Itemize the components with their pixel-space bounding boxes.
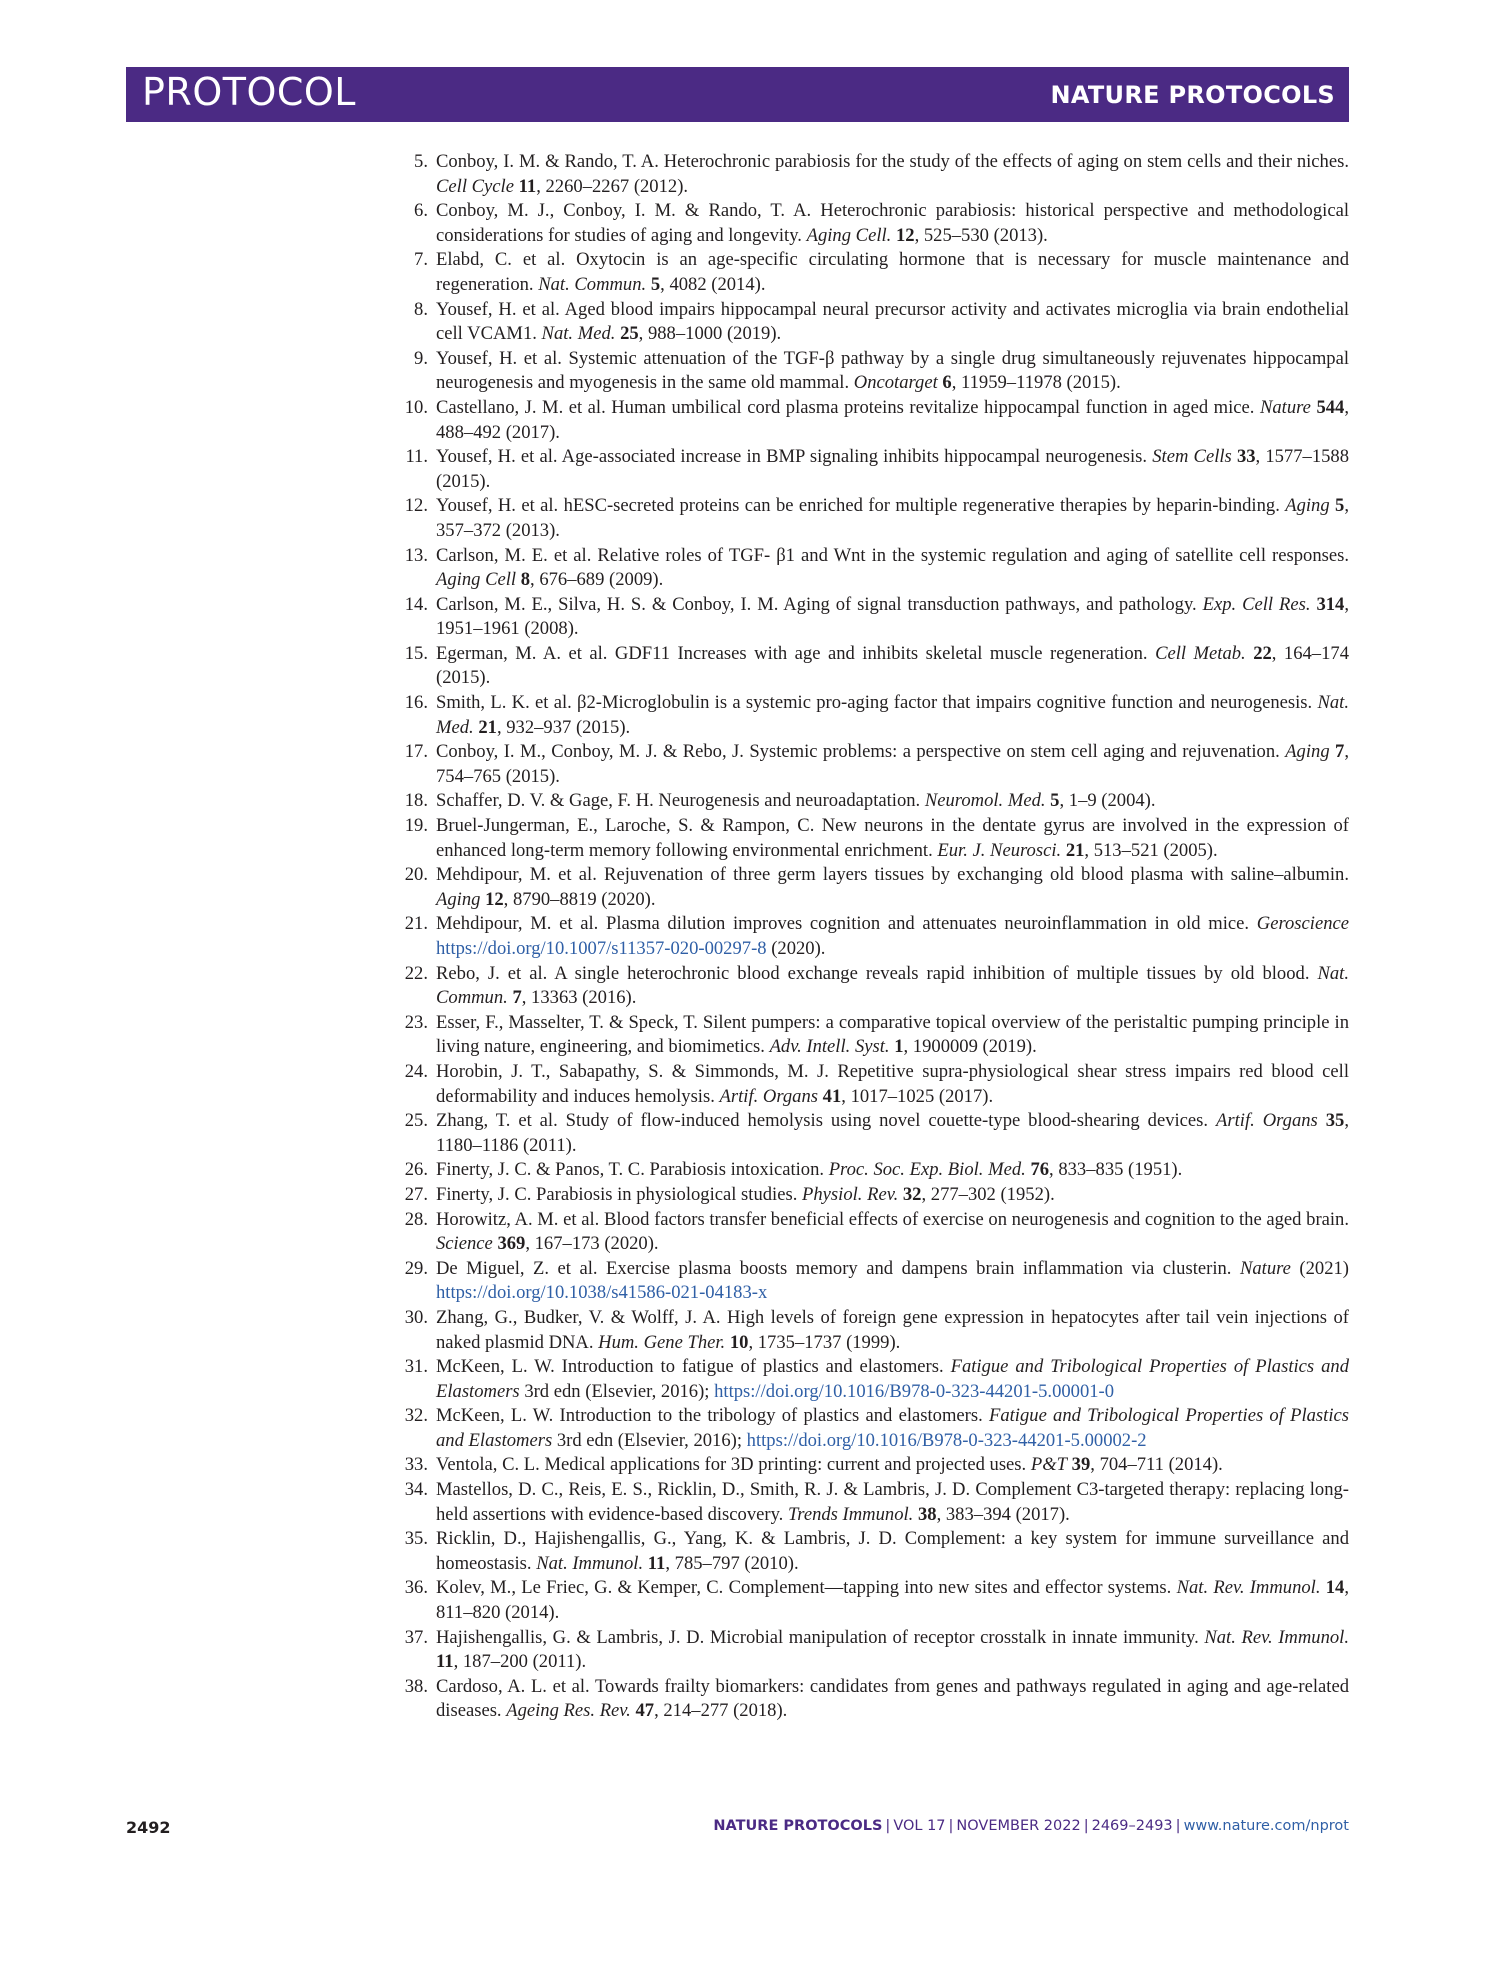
reference-text <box>436 1479 1349 1525</box>
reference-segment: , 1–9 (2004). <box>1059 790 1156 812</box>
reference-number: 31. <box>404 1356 428 1378</box>
reference-segment: Esser, F., Masselter, T. & Speck, T. Silent pumpers: a comparative topical overview of the peristaltic pumping principle in living nature, engineering, and biomimetics. <box>436 1011 1349 1058</box>
reference-journal: Nat. Rev. Immunol. <box>1176 1577 1321 1599</box>
reference-journal: Nat. Commun. <box>436 962 1349 1009</box>
reference-volume: 38 <box>917 1503 937 1525</box>
reference-number: 37. <box>404 1626 428 1648</box>
reference-journal: Aging <box>436 888 481 910</box>
reference-number: 36. <box>404 1577 428 1599</box>
reference-item <box>400 1306 1349 1355</box>
reference-number: 11. <box>405 446 428 468</box>
reference-item <box>400 1060 1349 1109</box>
reference-volume: 8 <box>520 569 531 591</box>
reference-text <box>436 1159 1182 1180</box>
reference-text <box>436 1676 1349 1722</box>
reference-segment: Yousef, H. et al. hESC-secreted proteins can be enriched for multiple regenerative therapies by heparin-binding. <box>436 495 1286 517</box>
reference-volume: 5 <box>1050 790 1060 812</box>
reference-number: 16. <box>404 692 428 714</box>
reference-text <box>436 1209 1349 1255</box>
reference-journal: Nat. Immunol. <box>536 1552 644 1574</box>
reference-journal: Aging <box>1285 741 1330 763</box>
reference-volume: 21 <box>1065 839 1085 861</box>
reference-journal: Artif. Organs <box>1216 1110 1318 1132</box>
reference-journal: Adv. Intell. Syst. <box>769 1036 890 1058</box>
reference-segment: Mehdipour, M. et al. Rejuvenation of three germ layers tissues by exchanging old blood plasma with saline–albumin. <box>436 864 1349 886</box>
reference-number: 20. <box>404 864 428 886</box>
reference-text <box>436 1577 1349 1623</box>
reference-journal: Science <box>436 1233 493 1255</box>
reference-segment: Mastellos, D. C., Reis, E. S., Ricklin, D., Smith, R. J. & Lambris, J. D. Complement C3-targeted therapy: replacing long-held assertions with evidence-based discovery. <box>436 1479 1349 1525</box>
footer-journal: NATURE PROTOCOLS <box>713 1818 883 1834</box>
reference-doi-link[interactable]: https://doi.org/10.1016/B978-0-323-44201-5.00002-2 <box>746 1429 1147 1451</box>
reference-item <box>400 494 1349 543</box>
reference-segment: , 2260–2267 (2012). <box>536 175 689 197</box>
reference-segment: McKeen, L. W. Introduction to fatigue of plastics and elastomers. <box>436 1356 951 1378</box>
reference-segment: , 1951–1961 (2008). <box>436 593 1349 640</box>
reference-text <box>436 1110 1349 1156</box>
reference-text <box>436 692 1349 738</box>
reference-segment: Castellano, J. M. et al. Human umbilical cord plasma proteins revitalize hippocampal function in aged mice. <box>436 396 1260 418</box>
reference-segment: , 383–394 (2017). <box>936 1503 1070 1525</box>
reference-text <box>436 1258 1349 1304</box>
reference-volume: 21 <box>478 716 497 738</box>
reference-item <box>400 962 1349 1011</box>
reference-segment: , 164–174 (2015). <box>436 642 1349 689</box>
reference-journal: Nat. Commun. <box>538 273 647 295</box>
reference-segment: , 1180–1186 (2011). <box>436 1110 1349 1156</box>
reference-volume: 1 <box>894 1036 904 1058</box>
reference-number: 14. <box>404 593 428 615</box>
reference-number: 19. <box>404 815 428 837</box>
reference-item <box>400 593 1349 642</box>
reference-item <box>400 1626 1349 1675</box>
reference-number: 32. <box>404 1405 428 1427</box>
reference-volume: 39 <box>1071 1454 1091 1476</box>
reference-segment: Hajishengallis, G. & Lambris, J. D. Microbial manipulation of receptor crosstalk in innate immunity. <box>436 1626 1205 1648</box>
footer-volume: VOL 17 <box>893 1818 946 1834</box>
reference-journal: Nat. Rev. Immunol. <box>1204 1626 1349 1648</box>
reference-journal: Oncotarget <box>853 372 938 394</box>
reference-item <box>400 1404 1349 1453</box>
reference-number: 33. <box>404 1454 428 1476</box>
reference-number: 7. <box>414 249 428 271</box>
header-banner <box>126 67 1349 122</box>
reference-text <box>436 1627 1349 1673</box>
reference-number: 35. <box>404 1528 428 1550</box>
reference-journal: Eur. J. Neurosci. <box>937 839 1062 861</box>
footer-date: NOVEMBER 2022 <box>956 1818 1081 1834</box>
reference-segment: Kolev, M., Le Friec, G. & Kemper, C. Complement—tapping into new sites and effector systems. <box>436 1577 1177 1599</box>
reference-segment: , 277–302 (1952). <box>921 1183 1055 1205</box>
reference-number: 25. <box>404 1110 428 1132</box>
reference-journal: Stem Cells <box>1152 446 1232 468</box>
reference-volume: 12 <box>895 224 915 246</box>
reference-item <box>400 199 1349 248</box>
reference-volume: 544 <box>1316 396 1345 418</box>
reference-journal: Exp. Cell Res. <box>1202 593 1311 615</box>
reference-journal: P&T <box>1030 1454 1068 1476</box>
reference-number: 8. <box>414 298 428 320</box>
reference-segment: Finerty, J. C. Parabiosis in physiological studies. <box>436 1183 803 1205</box>
reference-journal: Aging Cell. <box>806 224 892 246</box>
reference-segment: , 187–200 (2011). <box>453 1651 587 1673</box>
reference-volume: 33 <box>1236 446 1256 468</box>
reference-text <box>436 790 1156 811</box>
reference-segment: Schaffer, D. V. & Gage, F. H. Neurogenesis and neuroadaptation. <box>436 790 925 812</box>
reference-item <box>400 912 1349 961</box>
reference-text <box>436 1307 1349 1353</box>
reference-number: 34. <box>404 1479 428 1501</box>
reference-item <box>400 1478 1349 1527</box>
reference-segment: , 214–277 (2018). <box>654 1700 788 1722</box>
reference-segment: Yousef, H. et al. Age-associated increase in BMP signaling inhibits hippocampal neurogenesis. <box>436 446 1153 468</box>
reference-journal: Hum. Gene Ther. <box>598 1331 726 1353</box>
reference-text <box>436 864 1349 910</box>
reference-journal: Aging <box>1285 495 1330 517</box>
reference-item <box>400 1355 1349 1404</box>
footer-pages: 2469–2493 <box>1091 1818 1173 1834</box>
reference-segment: De Miguel, Z. et al. Exercise plasma boosts memory and dampens brain inflammation via clusterin. <box>436 1257 1240 1279</box>
reference-number: 24. <box>404 1060 428 1082</box>
reference-number: 22. <box>404 962 428 984</box>
reference-segment: McKeen, L. W. Introduction to the tribology of plastics and elastomers. <box>436 1405 989 1427</box>
reference-segment: , 833–835 (1951). <box>1049 1159 1183 1181</box>
reference-segment: Conboy, I. M., Conboy, M. J. & Rebo, J. Systemic problems: a perspective on stem cell aging and rejuvenation. <box>436 741 1286 763</box>
reference-journal: Fatigue and Tribological Properties of Plastics and Elastomers <box>436 1356 1349 1402</box>
reference-journal: Neuromol. Med. <box>924 790 1046 812</box>
reference-item <box>400 396 1349 445</box>
reference-number: 38. <box>404 1675 428 1697</box>
reference-segment: , 754–765 (2015). <box>436 741 1349 787</box>
reference-segment: , 811–820 (2014). <box>436 1577 1349 1624</box>
reference-volume: 47 <box>635 1700 655 1722</box>
reference-number: 29. <box>404 1257 428 1279</box>
reference-text <box>436 495 1349 541</box>
reference-journal: Geroscience <box>1256 913 1349 935</box>
reference-number: 12. <box>404 495 428 517</box>
reference-volume: 76 <box>1030 1159 1050 1181</box>
reference-journal: Nature <box>1239 1257 1291 1279</box>
reference-volume: 7 <box>512 987 522 1009</box>
reference-segment: Elabd, C. et al. Oxytocin is an age-specific circulating hormone that is necessary for muscle maintenance and regeneration. <box>436 249 1349 295</box>
reference-item <box>400 814 1349 863</box>
reference-text <box>436 1528 1349 1574</box>
reference-segment: Smith, L. K. et al. β2-Microglobulin is a systemic pro-aging factor that impairs cognitive function and neurogenesis. <box>436 692 1318 714</box>
reference-journal: Nature <box>1259 396 1311 418</box>
reference-segment: , 1735–1737 (1999). <box>748 1331 901 1353</box>
reference-segment: , 13363 (2016). <box>521 987 637 1009</box>
page-number: 2492 <box>126 1818 171 1837</box>
reference-text <box>436 1405 1349 1451</box>
reference-segment: Yousef, H. et al. Aged blood impairs hippocampal neural precursor activity and activates microglia via brain endothelial cell VCAM1. <box>436 298 1349 345</box>
reference-segment: Horowitz, A. M. et al. Blood factors transfer beneficial effects of exercise on neurogenesis and cognition to the aged brain. <box>436 1208 1349 1230</box>
reference-number: 15. <box>404 642 428 664</box>
reference-item <box>400 863 1349 912</box>
reference-segment: , 525–530 (2013). <box>914 224 1048 246</box>
reference-journal: Ageing Res. Rev. <box>506 1700 631 1722</box>
reference-number: 5. <box>414 151 428 172</box>
reference-segment: Ventola, C. L. Medical applications for 3D printing: current and projected uses. <box>436 1454 1031 1476</box>
reference-segment: Rebo, J. et al. A single heterochronic blood exchange reveals rapid inhibition of multiple tissues by old blood. <box>436 962 1318 984</box>
reference-journal: Aging Cell <box>436 569 517 591</box>
reference-segment: , 988–1000 (2019). <box>638 323 782 345</box>
reference-journal: Fatigue and Tribological Properties of Plastics and Elastomers <box>436 1405 1349 1451</box>
reference-text <box>436 741 1349 787</box>
reference-segment: Zhang, T. et al. Study of flow-induced hemolysis using novel couette-type blood-shearing devices. <box>436 1110 1217 1132</box>
reference-segment: Horobin, J. T., Sabapathy, S. & Simmonds, M. J. Repetitive supra-physiological shear stress impairs red blood cell deformability and induces hemolysis. <box>436 1060 1349 1107</box>
reference-volume: 41 <box>822 1085 842 1107</box>
reference-segment: , 932–937 (2015). <box>496 716 631 738</box>
reference-segment: 3rd edn (Elsevier, 2016); <box>519 1380 715 1402</box>
reference-text <box>436 397 1349 443</box>
reference-item <box>400 298 1349 347</box>
reference-item <box>400 691 1349 740</box>
reference-segment: , 676–689 (2009). <box>530 569 664 591</box>
reference-volume: 5 <box>650 273 661 295</box>
reference-volume: 32 <box>902 1183 922 1205</box>
reference-segment <box>1318 1110 1326 1131</box>
reference-number: 27. <box>404 1183 428 1205</box>
reference-segment: Finerty, J. C. & Panos, T. C. Parabiosis intoxication. <box>436 1159 829 1181</box>
reference-volume: 7 <box>1335 741 1345 763</box>
reference-item <box>400 1675 1349 1724</box>
reference-volume: 369 <box>497 1233 526 1255</box>
reference-number: 26. <box>404 1159 428 1181</box>
reference-segment: , 167–173 (2020). <box>525 1233 659 1255</box>
reference-journal: Trends Immunol. <box>787 1503 914 1525</box>
reference-volume: 25 <box>620 323 639 345</box>
reference-segment: Mehdipour, M. et al. Plasma dilution improves cognition and attenuates neuroinflammation in old mice. <box>436 913 1257 935</box>
reference-segment: Conboy, M. J., Conboy, I. M. & Rando, T. A. Heterochronic parabiosis: historical perspective and methodological considerations for studies of aging and longevity. <box>436 200 1349 246</box>
reference-list <box>400 150 1349 1724</box>
reference-text <box>436 446 1349 492</box>
reference-item <box>400 1158 1349 1183</box>
reference-item <box>400 1527 1349 1576</box>
reference-segment: (2021) <box>1290 1257 1349 1279</box>
reference-segment: , 1017–1025 (2017). <box>841 1085 994 1107</box>
footer-url[interactable]: www.nature.com/nprot <box>1183 1818 1349 1834</box>
reference-segment: Yousef, H. et al. Systemic attenuation of the TGF-β pathway by a single drug simultaneously rejuvenates hippocampal neurogenesis and myogenesis in the same old mammal. <box>436 347 1349 394</box>
reference-segment: , 1900009 (2019). <box>903 1036 1037 1058</box>
reference-volume: 314 <box>1316 593 1345 615</box>
reference-text <box>436 1356 1349 1402</box>
reference-journal: Cell Cycle <box>436 175 514 197</box>
reference-segment: Cardoso, A. L. et al. Towards frailty biomarkers: candidates from genes and pathways regulated in aging and age-related diseases. <box>436 1675 1349 1722</box>
reference-number: 10. <box>404 396 428 418</box>
reference-text <box>436 299 1349 345</box>
reference-journal: Nat. Med. <box>541 323 616 345</box>
reference-number: 21. <box>404 913 428 935</box>
reference-volume: 22 <box>1253 642 1272 664</box>
reference-segment: Carlson, M. E., Silva, H. S. & Conboy, I. M. Aging of signal transduction pathways, and pathology. <box>436 593 1203 615</box>
reference-segment: Carlson, M. E. et al. Relative roles of TGF- β1 and Wnt in the systemic regulation and aging of satellite cell responses. <box>436 544 1349 566</box>
reference-journal: Proc. Soc. Exp. Biol. Med. <box>828 1159 1026 1181</box>
reference-segment: , 1577–1588 (2015). <box>436 446 1350 492</box>
reference-segment: Conboy, I. M. & Rando, T. A. Heterochronic parabiosis for the study of the effects of aging on stem cells and their niches. <box>436 151 1349 172</box>
reference-text <box>436 1454 1223 1475</box>
section-label: PROTOCOL <box>142 70 356 114</box>
reference-journal: Physiol. Rev. <box>802 1183 899 1205</box>
reference-text <box>436 545 1349 591</box>
reference-item <box>400 1011 1349 1060</box>
reference-volume: 35 <box>1325 1110 1345 1132</box>
reference-number: 17. <box>404 741 428 763</box>
reference-doi-link[interactable]: https://doi.org/10.1007/s11357-020-00297-8 <box>436 938 767 959</box>
reference-item <box>400 1576 1349 1625</box>
reference-segment: Bruel-Jungerman, E., Laroche, S. & Rampon, C. New neurons in the dentate gyrus are involved in the expression of enhanced long-term memory following environmental enrichment. <box>436 815 1349 861</box>
reference-item <box>400 1109 1349 1158</box>
reference-item <box>400 789 1349 814</box>
reference-segment: , 785–797 (2010). <box>665 1552 799 1574</box>
reference-item <box>400 1453 1349 1478</box>
reference-item <box>400 1183 1349 1208</box>
reference-text <box>436 348 1349 394</box>
reference-text <box>436 1184 1055 1205</box>
reference-segment: , 488–492 (2017). <box>436 396 1349 443</box>
reference-volume: 11 <box>518 175 537 197</box>
reference-volume: 6 <box>942 372 952 394</box>
reference-segment: Zhang, G., Budker, V. & Wolff, J. A. High levels of foreign gene expression in hepatocytes after tail vein injections of naked plasmid DNA. <box>436 1306 1349 1353</box>
reference-doi-link[interactable]: https://doi.org/10.1038/s41586-021-04183-x <box>436 1282 768 1304</box>
reference-text <box>436 963 1349 1009</box>
reference-number: 28. <box>404 1208 428 1230</box>
reference-segment: , 8790–8819 (2020). <box>503 888 656 910</box>
reference-segment: Ricklin, D., Hajishengallis, G., Yang, K. & Lambris, J. D. Complement: a key system for immune surveillance and homeostasis. <box>436 1528 1349 1574</box>
reference-text <box>436 200 1349 246</box>
reference-item <box>400 544 1349 593</box>
reference-number: 9. <box>414 347 428 369</box>
journal-name: NATURE PROTOCOLS <box>1050 81 1335 109</box>
reference-doi-link[interactable]: https://doi.org/10.1016/B978-0-323-44201-5.00001-0 <box>714 1380 1115 1402</box>
reference-segment: Egerman, M. A. et al. GDF11 Increases with age and inhibits skeletal muscle regeneration. <box>436 642 1156 664</box>
reference-volume: 10 <box>729 1331 749 1353</box>
reference-segment: , 11959–11978 (2015). <box>951 372 1121 394</box>
reference-number: 13. <box>404 544 428 566</box>
reference-segment: (2020). <box>766 938 826 959</box>
reference-number: 23. <box>404 1011 428 1033</box>
reference-volume: 11 <box>436 1651 454 1673</box>
reference-item <box>400 445 1349 494</box>
reference-text <box>436 1061 1349 1107</box>
reference-volume: 12 <box>485 888 504 910</box>
reference-segment: , 513–521 (2005). <box>1084 839 1218 861</box>
reference-item <box>400 248 1349 297</box>
reference-text <box>436 913 1349 959</box>
reference-volume: 11 <box>647 1552 666 1574</box>
reference-journal: Artif. Organs <box>719 1085 819 1107</box>
reference-journal: Nat. Med. <box>436 692 1349 738</box>
reference-item <box>400 150 1349 199</box>
reference-text <box>436 643 1349 689</box>
reference-number: 18. <box>404 790 428 812</box>
reference-segment: , 704–711 (2014). <box>1090 1454 1223 1476</box>
reference-text <box>436 594 1349 640</box>
reference-segment: 3rd edn (Elsevier, 2016); <box>552 1429 747 1451</box>
reference-item <box>400 642 1349 691</box>
reference-segment: , 357–372 (2013). <box>436 495 1349 541</box>
footer-citation: NATURE PROTOCOLS | VOL 17 | NOVEMBER 2022 | 2469–2493 | www.nature.com/nprot <box>713 1818 1349 1834</box>
reference-volume: 5 <box>1335 495 1345 517</box>
reference-number: 6. <box>414 200 428 222</box>
reference-text <box>436 1012 1349 1058</box>
reference-item <box>400 1257 1349 1306</box>
reference-journal: Cell Metab. <box>1155 642 1246 664</box>
reference-text <box>436 815 1349 861</box>
reference-number: 30. <box>404 1306 428 1328</box>
reference-item <box>400 347 1349 396</box>
reference-text <box>436 249 1349 295</box>
reference-item <box>400 1208 1349 1257</box>
reference-segment: , 4082 (2014). <box>660 273 766 295</box>
reference-text <box>436 151 1349 197</box>
reference-item <box>400 740 1349 789</box>
reference-volume: 14 <box>1325 1577 1345 1599</box>
